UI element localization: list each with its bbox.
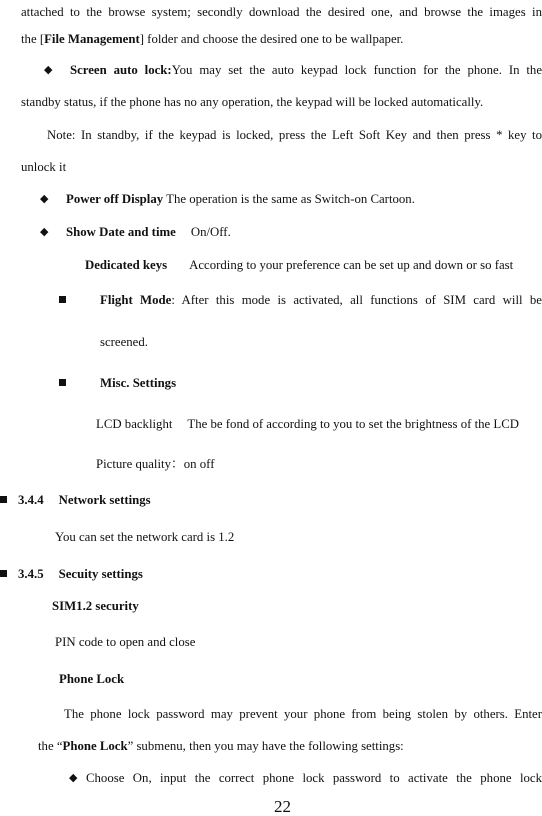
phone-lock-label: Phone Lock [62, 739, 128, 753]
lcd-backlight-label: LCD backlight [96, 417, 173, 431]
screen-auto-lock-label: Screen auto lock: [70, 63, 172, 77]
square-bullet-icon [59, 379, 66, 386]
flight-mode-label: Flight Mode [100, 293, 172, 307]
note-line: Note: In standby, if the keypad is locked, press the Left Soft Key and then press * key to [47, 128, 542, 142]
picture-quality-item: Picture quality：on off [96, 457, 215, 471]
lcd-backlight-item: LCD backlight The be fond of according to you to set the brightness of the LCD [96, 417, 519, 431]
sim-security-heading: SIM1.2 security [52, 599, 139, 613]
flight-mode-item: Flight Mode: After this mode is activated, all functions of SIM card will be [100, 293, 542, 307]
square-bullet-icon [0, 496, 7, 503]
section-heading-security: 3.4.5 Secuity settings [18, 567, 143, 581]
power-off-display-label: Power off Display [66, 192, 164, 206]
section-heading-network: 3.4.4 Network settings [18, 493, 151, 507]
paragraph-line: screened. [100, 335, 148, 349]
misc-settings-heading: Misc. Settings [100, 376, 177, 390]
paragraph-line: the “Phone Lock” submenu, then you may have the following settings: [38, 739, 404, 753]
phone-lock-heading: Phone Lock [59, 672, 125, 686]
paragraph-line: standby status, if the phone has no any operation, the keypad will be locked automatically. [21, 95, 484, 109]
choose-on-item: Choose On, input the correct phone lock password to activate the phone lock [86, 771, 542, 785]
pin-code-text: PIN code to open and close [55, 635, 196, 649]
diamond-bullet-icon: ◆ [40, 193, 49, 205]
paragraph-line: attached to the browse system; secondly download the desired one, and browse the images in [21, 5, 542, 19]
power-off-display-item: Power off Display The operation is the same as Switch-on Cartoon. [66, 192, 415, 206]
diamond-bullet-icon: ◆ [44, 64, 53, 76]
show-date-label: Show Date and time [66, 225, 176, 239]
screen-auto-lock-item: Screen auto lock:You may set the auto keypad lock function for the phone. In the [70, 63, 542, 77]
square-bullet-icon [0, 570, 7, 577]
diamond-bullet-icon: ◆ [40, 226, 49, 238]
paragraph-line: The phone lock password may prevent your phone from being stolen by others. Enter [64, 707, 542, 721]
dedicated-keys-label: Dedicated keys [85, 258, 168, 272]
paragraph-line: the [File Management] folder and choose the desired one to be wallpaper. [21, 32, 404, 46]
note-line: unlock it [21, 160, 67, 174]
dedicated-keys-item: Dedicated keys According to your preference can be set up and down or so fast [85, 258, 514, 272]
diamond-bullet-icon: ◆ [69, 772, 78, 784]
network-text: You can set the network card is 1.2 [55, 530, 235, 544]
show-date-item: Show Date and time On/Off. [66, 225, 231, 239]
page-number: 22 [274, 797, 291, 816]
file-management-label: File Management [44, 32, 140, 46]
square-bullet-icon [59, 296, 66, 303]
